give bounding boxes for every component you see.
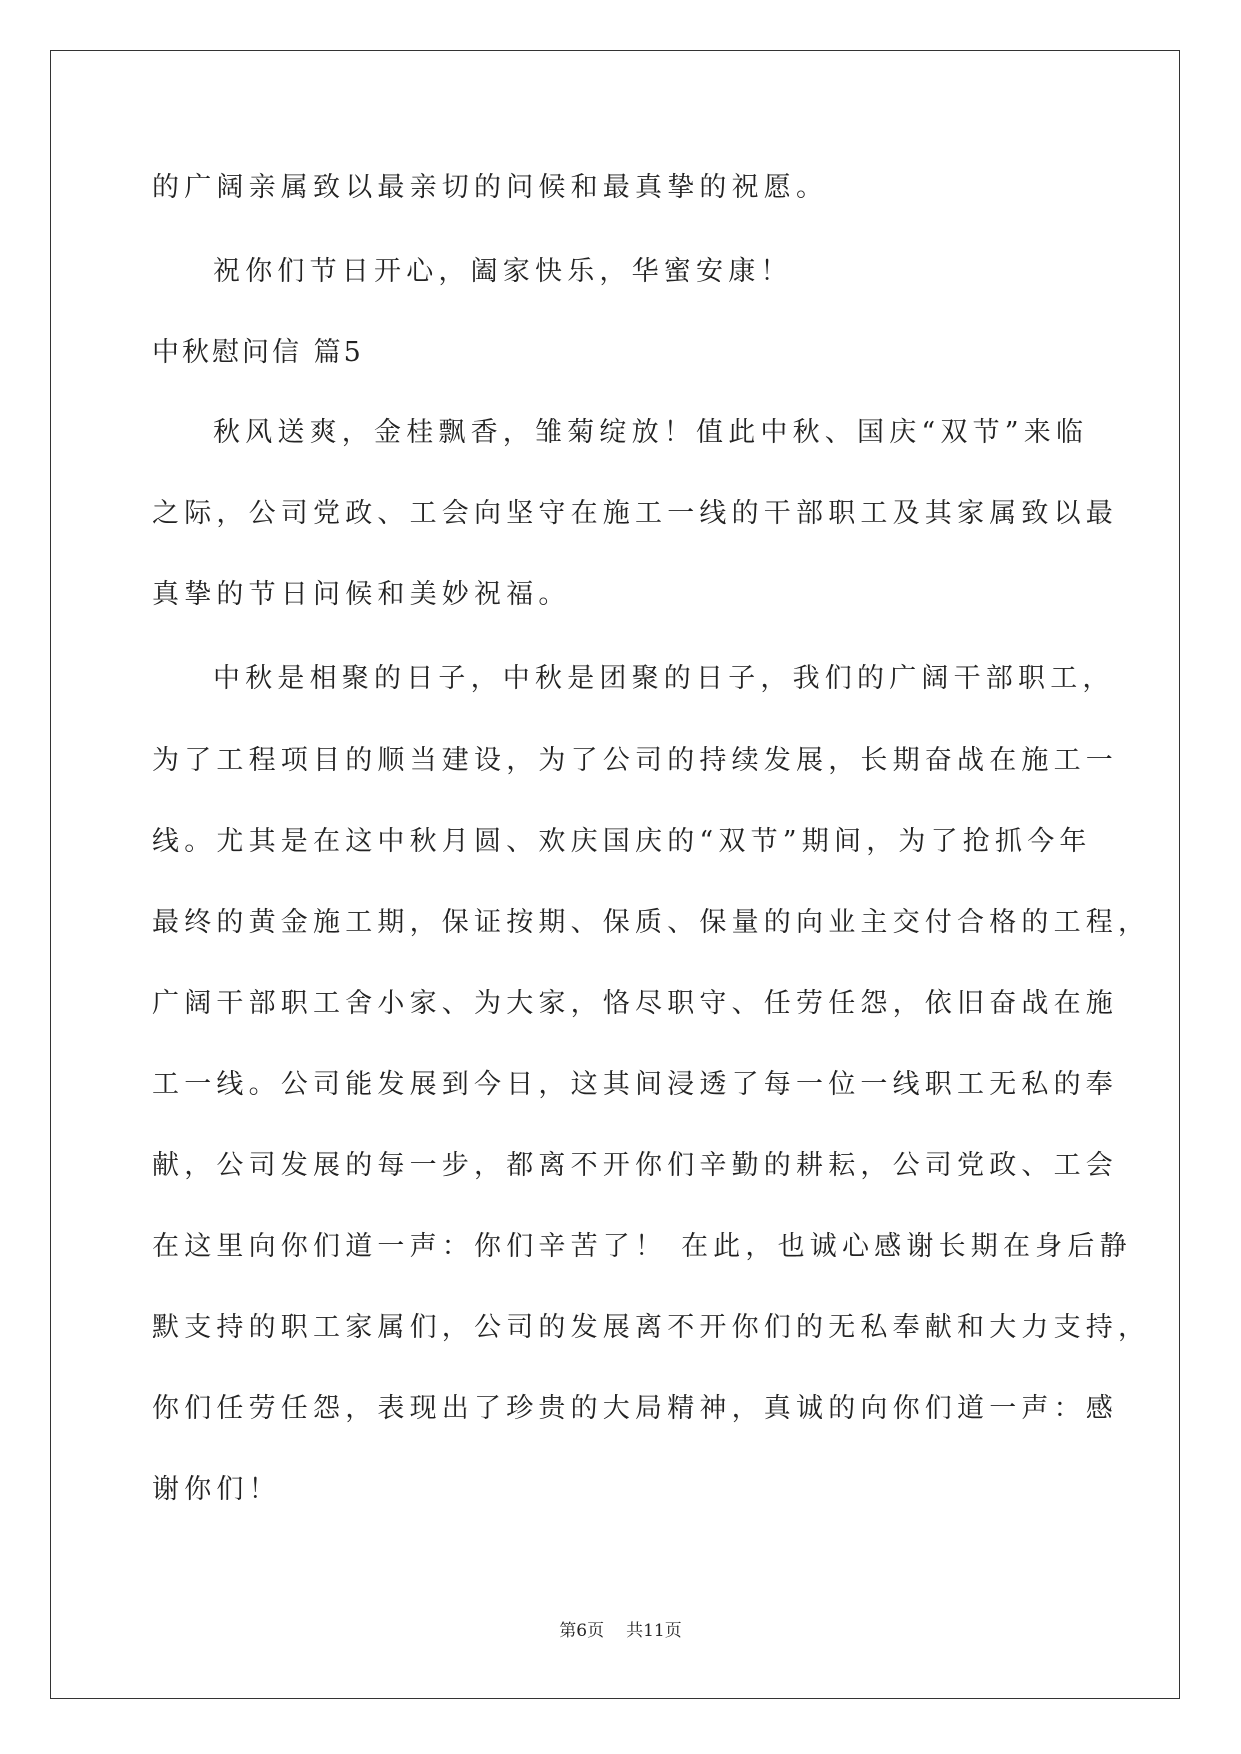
- paragraph-line: 谢你们！: [152, 1474, 281, 1505]
- paragraph-line: 工一线。公司能发展到今日，这其间浸透了每一位一线职工无私的奉: [152, 1069, 1118, 1100]
- paragraph-line: 你们任劳任怨，表现出了珍贵的大局精神，真诚的向你们道一声：感: [152, 1393, 1118, 1424]
- page-number: 第6页: [559, 1621, 605, 1641]
- paragraph-line: 献，公司发展的每一步，都离不开你们辛勤的耕耘，公司党政、工会: [152, 1150, 1118, 1181]
- paragraph-line: 为了工程项目的顺当建设，为了公司的持续发展，长期奋战在施工一: [152, 745, 1118, 776]
- paragraph-line: 之际，公司党政、工会向坚守在施工一线的干部职工及其家属致以最: [152, 498, 1118, 529]
- section-heading: 中秋慰问信 篇5: [152, 337, 364, 368]
- paragraph-line: 线。尤其是在这中秋月圆、欢庆国庆的“双节”期间，为了抢抓今年: [152, 826, 1092, 857]
- paragraph-line: 中秋是相聚的日子，中秋是团聚的日子，我们的广阔干部职工，: [213, 663, 1115, 694]
- paragraph-line: 祝你们节日开心，阖家快乐，华蜜安康！: [213, 256, 793, 287]
- paragraph-line: 最终的黄金施工期，保证按期、保质、保量的向业主交付合格的工程，: [152, 907, 1151, 938]
- page-border: [50, 50, 1180, 1699]
- page-total: 共11页: [626, 1621, 682, 1641]
- paragraph-line: 秋风送爽，金桂飘香，雏菊绽放！值此中秋、国庆“双节”来临: [213, 417, 1089, 448]
- paragraph-line: 的广阔亲属致以最亲切的问候和最真挚的祝愿。: [152, 172, 829, 203]
- page-footer: [0, 1616, 1241, 1641]
- paragraph-line: 在这里向你们道一声：你们辛苦了！ 在此，也诚心感谢长期在身后静: [152, 1231, 1132, 1262]
- paragraph-line: 真挚的节日问候和美妙祝福。: [152, 579, 571, 610]
- paragraph-line: 广阔干部职工舍小家、为大家，恪尽职守、任劳任怨，依旧奋战在施: [152, 988, 1118, 1019]
- paragraph-line: 默支持的职工家属们，公司的发展离不开你们的无私奉献和大力支持，: [152, 1312, 1151, 1343]
